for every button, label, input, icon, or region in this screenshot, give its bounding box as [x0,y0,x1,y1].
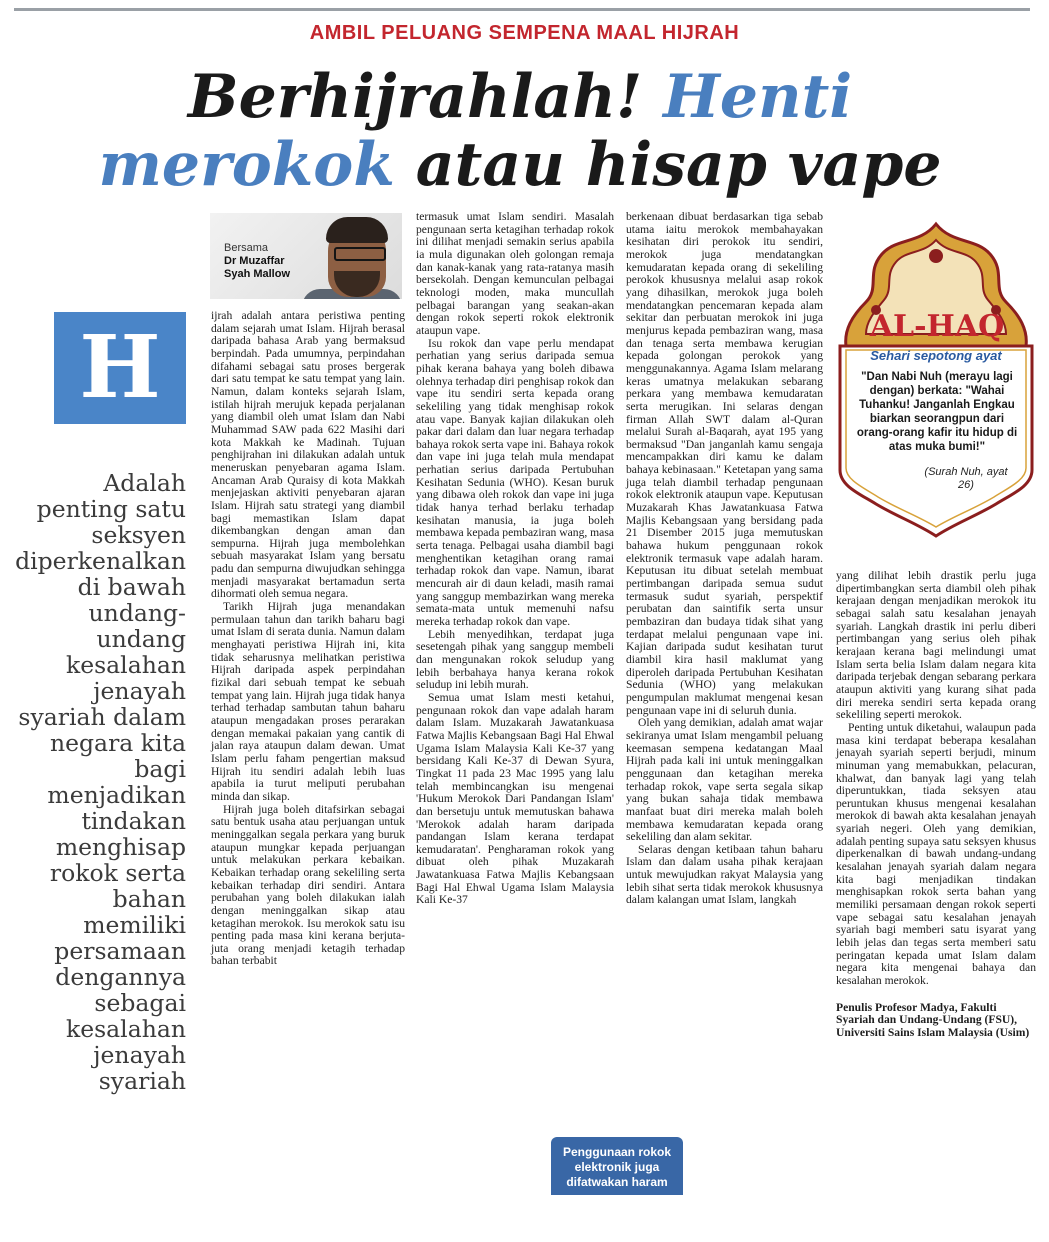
author-note: Penulis Profesor Madya, Fakulti Syariah dan Undang-Undang (FSU), Universiti Sains Islam Malaysia (Usim) [836,1000,1030,1039]
headline-line-1 [60,62,980,132]
column-1 [211,310,405,968]
kicker: AMBIL PELUANG SEMPENA MAAL HIJRAH [309,22,740,44]
byline-prefix: Bersama [224,242,269,254]
paragraph: Semua umat Islam mesti ketahui, pengunaan rokok dan vape adalah haram dalam Islam. Muzakarah Jawatankuasa Fatwa Majlis Kebangsaan Bagi Hal Ehwal Ugama Islam Malaysia Kali Ke-37 yang bersidang Kali Ke-37 di Dewan Syura, Tingkat 11 pada 23 Mac 1995 yang lalu telah membincangkan isu mengenai 'Hukum Merokok Dari Pandangan Islam' dan bersetuju untuk memutuskan bahawa 'Merokok adalah haram daripada pandangan Islam kerana terdapat kemudaratan'. Pengharaman rokok yang dibuat oleh pihak Muzakarah Jawatankuasa Fatwa Majlis Kebangsaan Bagi Hal Ehwal Ugama Islam Malaysia Kali Ke-37 [416,690,614,907]
paragraph: Isu rokok dan vape perlu mendapat perhatian yang serius daripada semua pihak kerana bahaya yang boleh dibawa olehnya terhadap diri penghisap rokok dan vape itu sendiri serta kepada orang sekeliling yang tidak menghisap rokok atau vape. Banyak kajian dilakukan oleh pakar dari dalam dan luar negara terhadap bahaya rokok serta vape ini. Bahaya rokok dan vape ini juga telah mula mendapat perhatian serius daripada Pertubuhan Kesihatan Sedunia (WHO). Kesan buruk yang dibawa oleh rokok dan vape ini juga tidak hanya terhad berlaku terhadap kesihatan manusia, ia juga boleh membawa kepada pembaziran wang, masa serta tenaga. Pelbagai usaha diambil bagi menghentikan ketagihan orang ramai terhadap rokok dan vape. Namun, ibarat mencurah air di daun keladi, masih ramai yang sanggup membazirkan wang mereka semata-mata untuk memenuhi nafsu mereka terhadap rokok dan vape. [416,336,614,628]
column-3 [626,211,823,907]
paragraph: Selaras dengan ketibaan tahun baharu Islam dan dalam usaha pihak kerajaan untuk mewujudkan rakyat Malaysia yang lebih sihat serta tidak merokok khususnya dalam kalangan umat Islam, langkah [626,842,823,907]
paragraph: Tarikh Hijrah juga menandakan permulaan tahun dan tarikh baharu bagi umat Islam di serata dunia. Namun dalam menghayati peristiwa Hijrah ini, kita tidak seharusnya melihatkan peristiwa Hijrah daripada aspek perpindahan fizikal dari sebuah tempat ke sebuah tempat yang lain. Hijrah juga tidak hanya terhad terhadap sambutan tahun baharu ataupun mengadakan proses perarakan dengan memakai pakaian yang cantik di jalan raya ataupun dalam dewan. Umat Islam perlu faham pengertian maksud Hijrah itu sendiri adalah lebih luas apabila ia turut meliputi perubahan minda dan sikap. [211,600,405,803]
headline-dark-1: Berhijrahlah! [187,62,643,132]
drop-cap: H [54,312,186,424]
byline-name-2: Syah Mallow [224,268,291,280]
column-2 [416,211,614,907]
paragraph: termasuk umat Islam sendiri. Masalah pengunaan serta ketagihan terhadap rokok ini dilihat menjadi semakin serius apabila ia mula digunakan oleh golongan remaja dan kanak-kanak yang rata-ratanya masih bersekolah. Dengan kemunculan pelbagai teknologi moden, maka muncullah pelbagai barangan yang seakan-akan dengan rokok seperti rokok elektronik ataupun vape. [416,210,614,337]
al-haq-title: AL-HAQ [869,309,1005,344]
top-rule [14,8,1030,11]
al-haq-reference: (Surah Nuh, ayat 26) [924,466,1008,491]
al-haq-verse: "Dan Nabi Nuh (merayu lagi dengan) berkata: "Wahai Tuhanku! Janganlah Engkau biarkan seorangpun dari orang-orang kafir itu hidup di atas muka bumi!" [856,371,1018,453]
headline-blue-2: merokok [98,130,395,200]
byline [224,242,290,281]
paragraph: Oleh yang demikian, adalah amat wajar sekiranya umat Islam mengambil peluang keemasan sempena kedatangan Maal Hijrah pada kali ini untuk meninggalkan penggunaan dan ketagihan mereka terhadap rokok, vape serta segala sikap yang bukan sahaja tidak membawa manfaat buat diri mereka malah boleh membawa kemudaratan kepada orang sekeliling dan alam sekitar. [626,716,823,844]
pull-quote: Adalah penting satu seksyen diperkenalkan di bawah undang-undang kesalahan jenayah syariah dalam negara kita bagi menjadikan tindakan menghisap rokok serta bahan memiliki persamaan dengannya sebagai kesalahan jenayah syariah [15,469,186,1095]
paragraph: Lebih menyedihkan, terdapat juga sesetengah pihak yang sanggup membeli dan mengunakan rokok seludup yang lebih berbahaya hanya kerana rokok seludup ini lebih murah. [416,627,614,692]
headline-line-2 [60,130,980,200]
paragraph: ijrah adalah antara peristiwa penting dalam sejarah umat Islam. Hijrah berasal daripada bahasa Arab yang bermaksud berpindah. Pada umumnya, perpindahan difahami sebagai satu proses bergerak dari satu tempat ke satu tempat yang lain. Namun, dalam konteks sejarah Islam, istilah hijrah merujuk kepada perjalanan yang diambil oleh umat Islam dan Nabi Muhammad SAW pada 622 Masihi dari kota Makkah ke Madinah. Tujuan penghijrahan ini dilakukan adalah untuk meneruskan penyebaran agama Islam. Ancaman Arab Quraisy di kota Makkah menjejaskan aktiviti penyebaran ajaran Islam. Hijrah satu strategi yang diambil bagi memastikan Islam dapat dikembangkan dengan aman dan sempurna. Hijrah juga membolehkan sebuah masyarakat Islam yang bersatu padu dan sempurna diwujudkan sehingga menjadi masyarakat bertamadun serta dihormati oleh semua negara. [211,309,405,601]
paragraph: Penting untuk diketahui, walaupun pada masa kini terdapat beberapa kesalahan jenayah syariah seperti berjudi, minum minuman yang memabukkan, pelacuran, khalwat, dan banyak lagi yang telah diperuntukkan, tiada seksyen atau peruntukan khusus mengenai kesalahan merokok di bawah akta kesalahan jenayah syariah negeri. Oleh yang demikian, adalah penting supaya satu seksyen khusus diperkenalkan di bawah undang-undang kesalahan jenayah syariah dalam negara kita bagi menjadikan tindakan menghisapkan rokok serta bahan yang memiliki persamaan dengan rokok seperti vape sebagai satu kesalahan jenayah syariah bagi memberi satu isyarat yang lebih jelas dan tegas serta memberi satu peringatan kepada umat Islam dalam negara kita mengenai bahaya dan kesalahan merokok. [836,720,1036,987]
paragraph: berkenaan dibuat berdasarkan tiga sebab utama iaitu merokok membahayakan kesihatan diri perokok itu sendiri, merokok juga mendatangkan kemudaratan kepada orang di sekeliling perokok khususnya melalui asap rokok yang dihasilkan, merokok juga boleh mendatangkan pencemaran kepada alam sekitar dan perbuatan merokok ini juga menjurus kepada pembaziran wang, masa dan tenaga serta membawa kerugian kepada golongan perokok yang menggunakannya. Agama Islam melarang keras umatnya melakukan sebarang perkara yang membawa kemudaratan serta merugikan. Ini selaras dengan firman Allah SWT dalam al-Quran melalui Surah al-Baqarah, ayat 195 yang bermaksud "Dan janganlah kamu sengaja mencampakkan diri kamu ke dalam bahaya kebinasaan." Ketetapan yang sama juga telah diambil terhadap pengunaan rokok elektronik ataupun vape. Keputusan Muzakarah Khas Jawatankuasa Fatwa Majlis Kebangsaan yang bersidang pada 21 Disember 2015 juga memutuskan bahawa hukum penggunaan rokok elektronik termasuk vape adalah haram. Keputusan itu dibuat setelah membuat pertimbangan daripada semua sudut termasuk sudut syariah, perspektif perubatan dan saintifik serta unsur pembaziran dan budaya tidak sihat yang terdapat melalui pengunaan vape ini. Kajian daripada sudut kesihatan turut diambil kira hasil maklumat yang diperoleh daripada Pertubuhan Kesihatan Sedunia (WHO) yang melakukan pengumpulan maklumat mengenai kesan pengunaan vape ini di seluruh dunia. [626,210,823,717]
author-photo-hair [326,217,388,243]
paragraph: Hijrah juga boleh ditafsirkan sebagai satu bentuk usaha atau perjuangan untuk meninggalkan segala perkara yang buruk ataupun mungkar kepada perjuangan untuk melakukan perkara kebaikan. Kebaikan terhadap orang sekeliling serta kebaikan terhadap diri sendiri. Antara perubahan yang boleh dilakukan ialah dengan meninggalkan sikap atau ketagihan merokok. Isu merokok satu isu penting pada masa kini kerana berjuta-juta orang menjadi ketagih terhadap bahan terbabit [211,802,405,968]
al-haq-box [836,218,1036,548]
column-4 [836,570,1036,1040]
photo-caption: Penggunaan rokok elektronik juga difatwakan haram [551,1137,683,1195]
paragraph: yang dilihat lebih drastik perlu juga dipertimbangkan serta diambil oleh pihak kerajaan dengan menjadikan merokok itu sebagai salah satu kesalahan jenayah syariah. Langkah drastik ini perlu diberi pertimbangan yang serius oleh pihak kerajaan kerana bagi melindungi umat Islam serta belia Islam dalam negara kita daripada terjebak dengan sebarang perkara ataupun aktiviti yang kurang sihat pada diri mereka sendiri serta kepada orang sekeliling seperti merokok. [836,569,1036,722]
al-haq-subtitle: Sehari sepotong ayat [870,348,1002,363]
headline-blue-1: Henti [663,62,853,132]
headline-dark-2: atau hisap vape [415,130,942,200]
byline-name-1: Dr Muzaffar [224,255,285,267]
author-photo-glasses [334,247,386,261]
